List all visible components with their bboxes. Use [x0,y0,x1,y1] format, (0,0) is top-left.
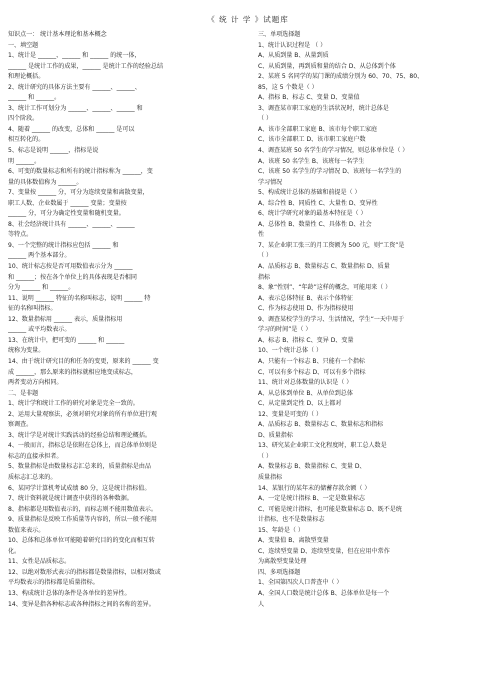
question-line: 明 ______。 [8,157,41,165]
question-line: 为离散型变量处理 [258,558,307,566]
question-line: 13、研究某企业职工文化程度时，职工总人数是 [258,442,387,450]
question-line: 5、构成统计总体的基础和前提是（ ） [258,189,361,197]
question-line: 3、统计工作可划分为 ______、______、______ 和 [8,104,143,112]
question-line: 15、年龄是（ ） [258,526,304,534]
question-line: C、从质到量，再到质和量的结合 D、从总体到个体 [258,62,396,70]
question-line: C、该市全部职工 D、该市职工家庭户数 [258,136,366,144]
question-line: 11、说明 ______ 特征的名称叫标志，说明 ______ 特 [8,294,151,302]
question-line: C、该班 50 名学生的学习情况 D、该班每一名学生的 [258,168,402,176]
question-line: 成 ______，那么原来的指标就相应地变成标志， [8,368,137,376]
question-line: 9、一个完整的统计指标应包括 ______ 和 [8,241,119,249]
question-line: 计指标，也不是数量标志 [258,516,325,524]
question-line: 人 [258,600,265,608]
question-line: C、从定量到定性 D、以上都对 [258,400,342,408]
question-line: 12、变量是可变的（ ） [258,410,323,418]
question-line: 14、变异是指各种标志或各种指标之间的名称的差异。 [8,600,155,608]
question-line: 85，这 5 个数是（ ） [258,83,318,91]
question-line: 指标 [258,273,271,281]
question-line: 察调查。 [8,421,33,429]
question-line: 5、数量指标是由数量标志汇总来的，质量指标是由品 [8,463,151,471]
question-line: A、品质标志 B、数量标志 C、数量标志和指标 [258,421,384,429]
right-column [258,30,496,610]
question-line: A、该市全部职工家庭 B、该市每个职工家庭 [258,125,378,133]
question-line: A、表示总体特征 B、表示个体特征 [258,294,353,302]
question-line: 10、统计标志按是否可用数值表示分为 ______ [8,263,133,271]
question-line: 知识点一： 统计基本理论和基本概念 [8,31,107,38]
question-line: 1、统计是 ______、______ 和 ______ 的统一体， [8,52,141,60]
question-line: A、一定是统计指标 B、一定是数量标志 [258,495,365,503]
question-line: 3、调查某市职工家庭的生活状况时，统计总体是 [258,104,389,112]
question-line: A、从质到量 B、从量到质 [258,52,329,60]
question-line: 1、全国第四次人口普查中（ ） [258,579,343,587]
question-line: A、全国人口数是统计总体 B、总体单位是每一个 [258,589,390,597]
question-line: （ ） [258,115,273,123]
question-line: 标志的直接承担者。 [8,452,63,460]
left-column [8,30,246,610]
question-line: （ ） [258,452,273,460]
question-line: 统称为变量。 [8,347,45,355]
question-line: A、指标 B、标志 C、变量 D、变量值 [258,94,360,102]
question-line: 5、标志是说明 ______，指标是说 [8,147,99,155]
question-line: C、作为标志使用 D、作为指标使用 [258,305,354,313]
question-line: 1、统计认识过程是 （ ） [258,41,327,49]
question-line: ______ 分，可分为确定性变量和随机变量。 [8,210,125,218]
question-line: 4、随着 ______ 的改变，总体和 ______ 是可以 [8,125,135,133]
question-line: 8、指标都是用数值表示的，而标志则不能用数值表示。 [8,505,157,513]
document-title: 《 统 计 学 》试题库 [207,15,289,24]
question-line: 14、某银行的某年末的储蓄存款余额（ ） [258,484,371,492]
question-line: 4、调查某班 50 名学生的学习情况，则总体单位是（ ） [258,147,409,155]
question-line: A、标志 B、指标 C、变异 D、变量 [258,336,354,344]
question-line: ______ 或平均数表示。 [8,326,71,334]
question-line: 1、统计学和统计工作的研究对象是完全一致的。 [8,400,139,408]
question-line: 学习的时间”是（ ） [258,326,312,334]
question-line: 3、统计学是对统计实践活动的经验总结和理论概括。 [8,431,151,439]
question-line: 2、运用大量观察法，必须对研究对象的所有单位进行观 [8,410,157,418]
question-line: 9、质量指标是反映工作质量等内容的，所以一般不能用 [8,516,157,524]
question-line: 14、由于统计研究目的和任务的变更，原来的 ______ 变 [8,357,159,365]
question-line: 2、某班 5 名同学的某门课的成绩分别为 60、70、75、80、 [258,73,424,81]
question-line: C、可以有多个标志 D、可以有多个指标 [258,368,366,376]
question-line: 6、某同学计算机考试成绩 80 分，这是统计指标值。 [8,484,151,492]
question-line: 四个阶段。 [8,115,39,123]
question-line: ______ 两个基本部分。 [8,252,71,260]
question-line: 一、填空题 [8,41,39,49]
question-line: 质量指标 [258,473,283,481]
question-line: 四、多项选择题 [258,568,301,576]
question-line: 平均数表示的指标都是质量指标。 [8,579,99,587]
question-line: 学习情况 [258,178,283,186]
question-line: 质标志汇总来的。 [8,473,57,481]
question-line: 量的具体数值称为 ______。 [8,178,83,186]
question-line: 6、可变的数量标志和所有的统计指标称为 ______，变 [8,168,153,176]
question-line: 12、数量指标用 ______ 表示，质量指标用 [8,315,123,323]
question-line: 三、单项选择题 [258,31,301,38]
question-line: A、只能有一个标志 B、只能有一个指标 [258,357,365,365]
question-line: 8、象“性别”、“年龄”这样的概念，可能用来（ ） [258,284,392,292]
question-line: A、品质标志 B、数量标志 C、数量指标 D、质量 [258,263,390,271]
question-line: D、质量指标 [258,431,293,439]
question-line: C、连续型变量 D、连续型变量，但在应用中常作 [258,547,390,555]
question-line: ______ 是统计工作的成果，______ 是统计工作的经验总结 [8,62,164,70]
question-line: 数值来表示。 [8,526,45,534]
question-line: 两者变动方向相同。 [8,379,63,387]
question-line: 7、某企业职工张三的月工资额为 500 元，则“工资”是 [258,241,405,249]
question-line: A、从总体到单位 B、从单位到总体 [258,389,353,397]
question-line: 性 [258,231,265,239]
question-line: 10、一个统计总体（ ） [258,347,323,355]
question-line: 13、在统计中，把可变的 ______ 和 ______ [8,336,125,344]
question-line: 2、统计研究的具体方法主要有 ______、______、 [8,83,141,91]
question-line: 职工人数、企业数属于 ______ 变量；变量按 [8,199,127,207]
question-line: 和 ______；按在各个单位上的具体表现是否相同 [8,273,137,281]
question-line: 8、社会经济统计具有 ______、______、______ [8,220,135,228]
question-line: 7、变量按 ______ 分，可分为连续变量和离散变量， [8,189,149,197]
question-line: 13、构成统计总体的条件是各单位的差异性。 [8,589,131,597]
question-line: 分为 ______ 和 ______。 [8,284,75,292]
question-line: 6、统计学研究对象的最基本特征是（ ） [258,210,367,218]
question-line: （ ） [258,252,273,260]
question-line: 化。 [8,547,21,555]
question-line: A、数量标志 B、数量指标 C、变量 D、 [258,463,366,471]
question-line: 11、女性是品质标志。 [8,558,71,566]
question-line: A、该班 50 名学生 B、该班每一名学生 [258,157,365,165]
question-line: 和理论概括。 [8,73,45,81]
question-line: 4、一般而言，指标总是依附在总体上，而总体单位则是 [8,442,157,450]
question-line: C、可能是统计指标，也可能是数量标志 D、既不是统 [258,505,402,513]
question-line: 征的名称叫指标。 [8,305,57,313]
question-line: A、变量值 B、离散型变量 [258,537,329,545]
question-line: ______ 和 ______。 [8,94,61,102]
question-line: 10、总体和总体单位可能随着研究目的的变化而相互转 [8,537,155,545]
question-line: 7、统计资料就是统计调查中获得的各种数据。 [8,495,133,503]
question-line: 9、调查某校学生的学习、生活情况，学生“一天中用于 [258,315,405,323]
question-line: A、总体性 B、数量性 C、具体性 D、社会 [258,220,372,228]
question-line: 11、统计对总体数量的认识是（ ） [258,379,353,387]
question-line: 等特点。 [8,231,33,239]
question-line: 相互转化的。 [8,136,45,144]
question-line: 二、是非题 [8,389,39,397]
question-line: 12、以绝对数形式表示的指标都是数量指标，以相对数或 [8,568,161,576]
question-line: A、综合性 B、同质性 C、大量性 D、变异性 [258,199,378,207]
